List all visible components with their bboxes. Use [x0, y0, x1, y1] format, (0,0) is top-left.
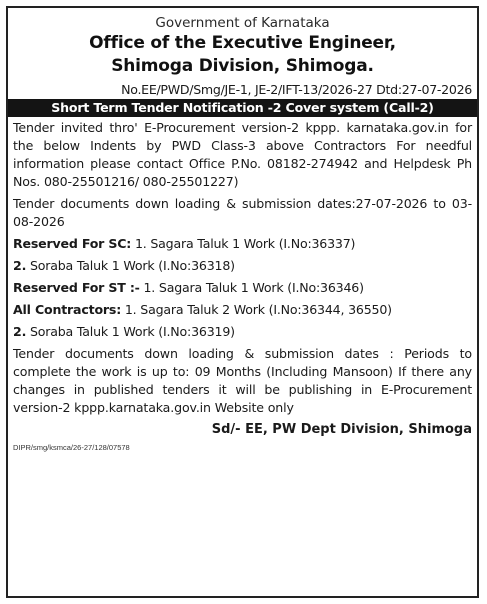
footer-code: DIPR/smg/ksmca/26-27/128/07578 [13, 443, 130, 452]
work-item [13, 257, 472, 275]
office-title-line2: Shimoga Division, Shimoga. [111, 56, 374, 76]
work-text: 1. Sagara Taluk 2 Work (I.No:36344, 36550) [121, 302, 392, 317]
work-text: 1. Sagara Taluk 1 Work (I.No:36337) [131, 236, 356, 251]
reference-number: No.EE/PWD/Smg/JE-1, JE-2/IFT-13/2026-27 Dtd:27-07-2026 [121, 82, 472, 97]
work-label: 2. [13, 258, 27, 273]
dates-paragraph: Tender documents down loading & submission dates:27-07-2026 to 03-08-2026 [13, 196, 472, 229]
work-item [13, 279, 472, 297]
government-heading: Government of Karnataka [155, 15, 330, 31]
work-text: Soraba Taluk 1 Work (I.No:36319) [26, 324, 235, 339]
closing-paragraph: Tender documents down loading & submission dates : Periods to complete the work is up to: 09 Months (Including Mansoon) If there any changes in published tenders it will be publishing in E-Procurement version-2 kppp.karnataka.gov.in Website only [13, 346, 472, 415]
work-item [13, 301, 472, 319]
work-text: 1. Sagara Taluk 1 Work (I.No:36346) [139, 280, 364, 295]
work-label: Reserved For ST :- [13, 280, 140, 295]
work-label: 2. [13, 324, 27, 339]
work-label: Reserved For SC: [13, 236, 132, 251]
tender-notice [6, 6, 479, 598]
signature: Sd/- EE, PW Dept Division, Shimoga [211, 422, 472, 437]
intro-paragraph: Tender invited thro' E-Procurement version-2 kppp. karnataka.gov.in for the below Indents by PWD Class-3 above Contractors For needful information please contact Office P.No. 08182-274942 and Helpdesk Ph Nos. 080-25501216/ 080-25501227) [13, 120, 472, 189]
work-item [13, 323, 472, 341]
work-label: All Contractors: [13, 302, 122, 317]
work-item [13, 235, 472, 253]
work-text: Soraba Taluk 1 Work (I.No:36318) [26, 258, 235, 273]
office-title-line1: Office of the Executive Engineer, [89, 33, 396, 53]
notification-banner: Short Term Tender Notification -2 Cover system (Call-2) [8, 99, 477, 117]
